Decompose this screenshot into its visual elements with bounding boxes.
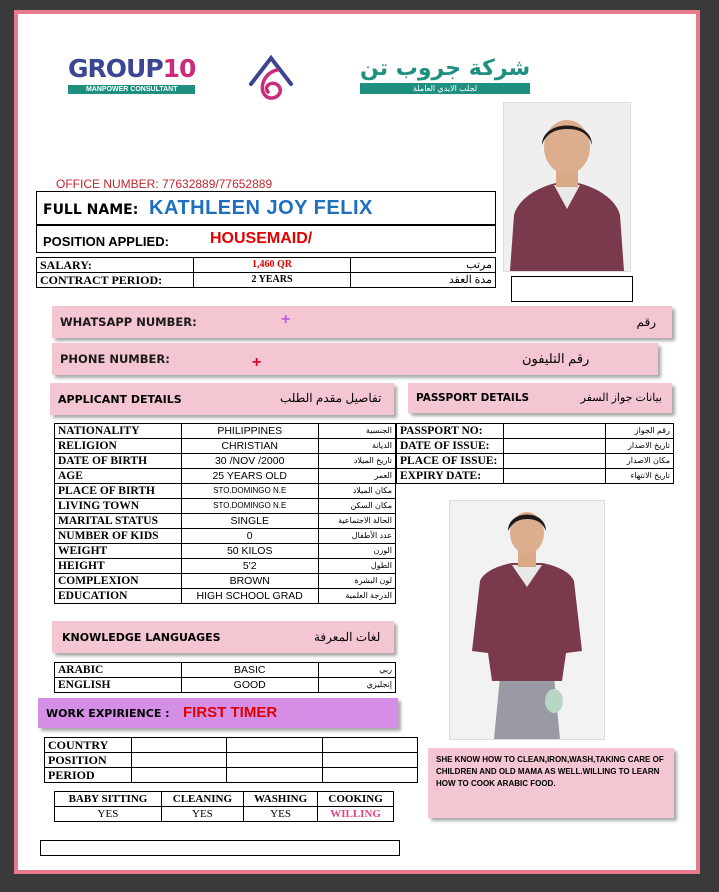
passport-label: DATE OF ISSUE: bbox=[397, 439, 504, 454]
experience-cell bbox=[227, 738, 322, 753]
detail-label: WEIGHT bbox=[55, 544, 182, 559]
skill-header: CLEANING bbox=[161, 792, 243, 807]
applicant-detail-row bbox=[55, 589, 396, 604]
experience-row bbox=[45, 768, 418, 783]
applicant-detail-row bbox=[55, 439, 396, 454]
passport-value bbox=[503, 424, 605, 439]
applicant-details-table bbox=[54, 423, 396, 604]
detail-label: COMPLEXION bbox=[55, 574, 182, 589]
applicant-detail-row bbox=[55, 529, 396, 544]
full-name-row bbox=[36, 191, 496, 225]
detail-arabic-label: الطول bbox=[318, 559, 395, 574]
languages-title-ar: لغات المعرفة bbox=[314, 630, 381, 644]
detail-label: EDUCATION bbox=[55, 589, 182, 604]
detail-arabic-label: لون البشرة bbox=[318, 574, 395, 589]
emblem-logo bbox=[246, 52, 296, 109]
detail-label: PLACE OF BIRTH bbox=[55, 484, 182, 499]
passport-label: PASSPORT NO: bbox=[397, 424, 504, 439]
detail-value: 0 bbox=[181, 529, 318, 544]
contract-value: 2 YEARS bbox=[194, 273, 351, 288]
detail-value: STO.DOMINGO N.E bbox=[181, 484, 318, 499]
salary-row bbox=[37, 258, 496, 273]
experience-cell bbox=[227, 768, 322, 783]
skill-header: BABY SITTING bbox=[55, 792, 162, 807]
passport-value bbox=[503, 469, 605, 484]
experience-row bbox=[45, 738, 418, 753]
experience-cell bbox=[227, 753, 322, 768]
experience-cell bbox=[132, 753, 227, 768]
applicant-detail-row bbox=[55, 544, 396, 559]
full-name-label: FULL NAME: bbox=[43, 202, 139, 218]
group10-logo-text: GROUP bbox=[68, 54, 163, 83]
salary-value: 1,460 QR bbox=[194, 258, 351, 273]
detail-label: DATE OF BIRTH bbox=[55, 454, 182, 469]
detail-arabic-label: الجنسية bbox=[318, 424, 395, 439]
language-arabic-name: ربي bbox=[318, 663, 395, 678]
passport-arabic-label: تاريخ الانتهاء bbox=[606, 469, 674, 484]
cv-page bbox=[14, 10, 700, 874]
language-level: GOOD bbox=[181, 678, 318, 693]
passport-detail-row bbox=[397, 424, 674, 439]
signature-box bbox=[40, 840, 400, 856]
phone-bar bbox=[52, 343, 658, 375]
detail-label: MARITAL STATUS bbox=[55, 514, 182, 529]
applicant-detail-row bbox=[55, 454, 396, 469]
detail-value: BROWN bbox=[181, 574, 318, 589]
detail-value: HIGH SCHOOL GRAD bbox=[181, 589, 318, 604]
arabic-company-subtitle: لجلب الايدي العاملة bbox=[360, 83, 530, 94]
applicant-detail-row bbox=[55, 484, 396, 499]
detail-value: SINGLE bbox=[181, 514, 318, 529]
applicant-detail-row bbox=[55, 424, 396, 439]
experience-label: POSITION bbox=[45, 753, 132, 768]
detail-arabic-label: الدرجة العلمية bbox=[318, 589, 395, 604]
experience-label: COUNTRY bbox=[45, 738, 132, 753]
detail-arabic-label: الحالة الاجتماعية bbox=[318, 514, 395, 529]
applicant-photo-headshot bbox=[503, 102, 631, 272]
passport-details-header bbox=[408, 383, 672, 413]
experience-cell bbox=[132, 738, 227, 753]
passport-value bbox=[503, 454, 605, 469]
experience-row bbox=[45, 753, 418, 768]
detail-value: 50 KILOS bbox=[181, 544, 318, 559]
group10-logo-number: 10 bbox=[162, 54, 196, 83]
salary-arabic: مرتب bbox=[351, 258, 496, 273]
passport-value bbox=[503, 439, 605, 454]
passport-details-table bbox=[396, 423, 674, 484]
detail-label: RELIGION bbox=[55, 439, 182, 454]
contract-arabic: مدة العقد bbox=[351, 273, 496, 288]
whatsapp-arabic: رقم bbox=[636, 315, 656, 329]
work-experience-bar bbox=[38, 698, 398, 728]
group10-logo-subtitle: MANPOWER CONSULTANT bbox=[68, 85, 195, 94]
phone-arabic: رقم التليفون bbox=[522, 351, 590, 366]
language-name: ENGLISH bbox=[55, 678, 182, 693]
work-experience-value: FIRST TIMER bbox=[183, 704, 278, 721]
language-row bbox=[55, 663, 396, 678]
contract-row bbox=[37, 273, 496, 288]
detail-value: 5'2 bbox=[181, 559, 318, 574]
office-number: OFFICE NUMBER: 77632889/77652889 bbox=[56, 177, 273, 191]
detail-arabic-label: العمر bbox=[318, 469, 395, 484]
skills-value-row bbox=[55, 807, 394, 822]
applicant-detail-row bbox=[55, 574, 396, 589]
applicant-detail-row bbox=[55, 469, 396, 484]
applicant-detail-row bbox=[55, 559, 396, 574]
remarks-box: SHE KNOW HOW TO CLEAN,IRON,WASH,TAKING CARE OF CHILDREN AND OLD MAMA AS WELL.WILLING TO LEARN HOW TO COOK ARABIC FOOD. bbox=[428, 748, 674, 818]
passport-details-title: PASSPORT DETAILS bbox=[416, 392, 530, 404]
detail-arabic-label: عدد الأطفال bbox=[318, 529, 395, 544]
skill-value: YES bbox=[55, 807, 162, 822]
whatsapp-label: WHATSAPP NUMBER: bbox=[60, 315, 197, 329]
detail-value: STO.DOMINGO N.E bbox=[181, 499, 318, 514]
experience-label: PERIOD bbox=[45, 768, 132, 783]
language-arabic-name: إنجليزي bbox=[318, 678, 395, 693]
languages-table bbox=[54, 662, 396, 693]
detail-value: CHRISTIAN bbox=[181, 439, 318, 454]
applicant-details-title-ar: تفاصيل مقدم الطلب bbox=[280, 391, 382, 405]
detail-label: HEIGHT bbox=[55, 559, 182, 574]
passport-details-title-ar: بيانات جواز السفر bbox=[580, 392, 662, 404]
detail-value: 25 YEARS OLD bbox=[181, 469, 318, 484]
phone-label: PHONE NUMBER: bbox=[60, 352, 170, 366]
group10-logo bbox=[68, 54, 195, 94]
passport-arabic-label: تاريخ الاصدار bbox=[606, 439, 674, 454]
detail-label: NATIONALITY bbox=[55, 424, 182, 439]
skill-header: COOKING bbox=[318, 792, 394, 807]
language-level: BASIC bbox=[181, 663, 318, 678]
detail-label: AGE bbox=[55, 469, 182, 484]
photo-caption-box bbox=[511, 276, 633, 302]
languages-title: KNOWLEDGE LANGUAGES bbox=[62, 631, 221, 644]
detail-value: 30 /NOV /2000 bbox=[181, 454, 318, 469]
applicant-photo-full bbox=[449, 500, 605, 740]
skill-value: WILLING bbox=[318, 807, 394, 822]
skill-header: WASHING bbox=[243, 792, 317, 807]
skills-header-row bbox=[55, 792, 394, 807]
passport-label: EXPIRY DATE: bbox=[397, 469, 504, 484]
passport-arabic-label: رقم الجواز bbox=[606, 424, 674, 439]
contract-label: CONTRACT PERIOD: bbox=[37, 273, 194, 288]
experience-table bbox=[44, 737, 418, 783]
detail-arabic-label: تاريخ الميلاد bbox=[318, 454, 395, 469]
position-value: HOUSEMAID/ bbox=[210, 230, 313, 247]
salary-label: SALARY: bbox=[37, 258, 194, 273]
arabic-company-name: شركة جروب تن bbox=[360, 56, 531, 81]
position-label: POSITION APPLIED: bbox=[43, 234, 169, 249]
passport-detail-row bbox=[397, 469, 674, 484]
detail-label: LIVING TOWN bbox=[55, 499, 182, 514]
experience-cell bbox=[322, 768, 417, 783]
experience-cell bbox=[322, 738, 417, 753]
detail-arabic-label: الوزن bbox=[318, 544, 395, 559]
detail-arabic-label: مكان الميلاد bbox=[318, 484, 395, 499]
experience-cell bbox=[322, 753, 417, 768]
arabic-company-logo bbox=[360, 56, 530, 94]
passport-label: PLACE OF ISSUE: bbox=[397, 454, 504, 469]
passport-arabic-label: مكان الاصدار bbox=[606, 454, 674, 469]
whatsapp-plus: + bbox=[281, 311, 291, 328]
skill-value: YES bbox=[161, 807, 243, 822]
passport-detail-row bbox=[397, 439, 674, 454]
skills-table bbox=[54, 791, 394, 822]
detail-arabic-label: الديانة bbox=[318, 439, 395, 454]
detail-value: PHILIPPINES bbox=[181, 424, 318, 439]
detail-arabic-label: مكان السكن bbox=[318, 499, 395, 514]
work-experience-label: WORK EXPIRIENCE : bbox=[46, 707, 170, 720]
salary-contract-table bbox=[36, 257, 496, 288]
languages-header bbox=[52, 621, 394, 653]
applicant-detail-row bbox=[55, 514, 396, 529]
applicant-detail-row bbox=[55, 499, 396, 514]
position-row bbox=[36, 225, 496, 253]
passport-detail-row bbox=[397, 454, 674, 469]
detail-label: NUMBER OF KIDS bbox=[55, 529, 182, 544]
full-name-value: KATHLEEN JOY FELIX bbox=[149, 197, 373, 219]
phone-plus: + bbox=[252, 354, 262, 371]
whatsapp-bar bbox=[52, 306, 672, 338]
skill-value: YES bbox=[243, 807, 317, 822]
experience-cell bbox=[132, 768, 227, 783]
applicant-details-title: APPLICANT DETAILS bbox=[58, 393, 182, 406]
language-name: ARABIC bbox=[55, 663, 182, 678]
language-row bbox=[55, 678, 396, 693]
applicant-details-header bbox=[50, 383, 394, 415]
